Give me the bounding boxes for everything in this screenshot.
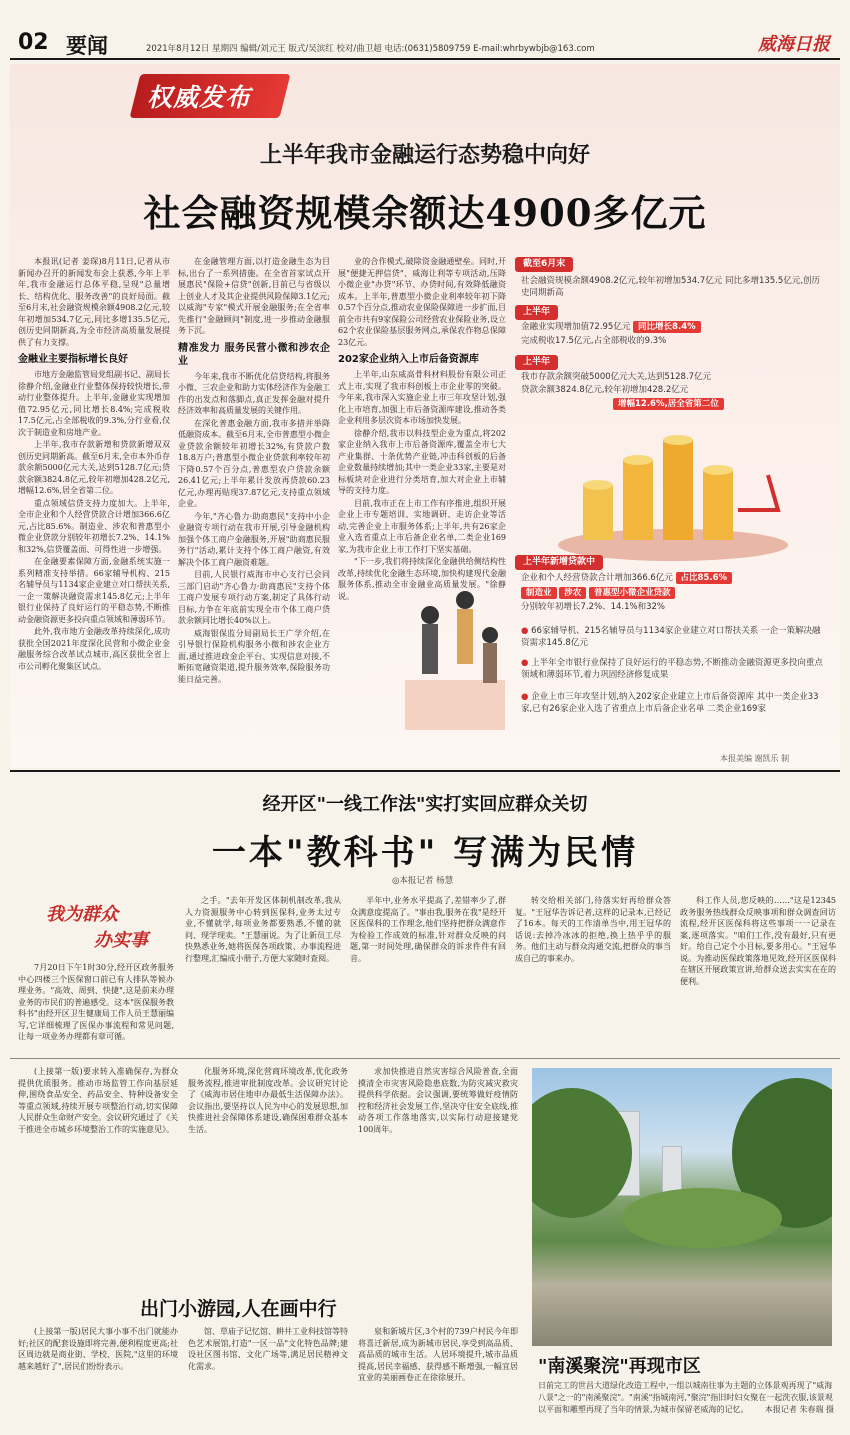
story1-subhead-2: 精准发力 服务民营小微和涉农企业: [178, 342, 330, 367]
story1-para: 目前,我市正在上市工作有序推进,组织开展企业上市专题培训、实地调研、走访企业等活动,完善企业上市服务体系;上半年,共有26家企业入选省重点上市后备企业名单,二类企业169家,为我市企业上市工作打下坚实基础。: [338, 498, 506, 554]
finance-infographic: [513, 255, 831, 767]
bullet-dot-icon: ●: [521, 692, 529, 702]
newspaper-logo: 威海日报: [758, 34, 830, 55]
story1-para: "下一步,我们将持续深化金融供给侧结构性改革,持续优化金融生态环境,加快构建现代金融服务体系,推动全市金融业高质量发展。"徐静说。: [338, 557, 506, 601]
story3-para: (上接第一版)居民大事小事不出门就能办好;社区的配套设施即将完善,便利程度更高;社区周边就是商业街、学校、医院,"这里的环境越来越好了",居民们纷纷表示。: [18, 1327, 178, 1371]
info-highlight: 占比85.6%: [676, 572, 733, 584]
info-text: 分别较年初增长7.2%、14.1%和32%: [521, 602, 665, 612]
section-divider: [10, 1058, 840, 1059]
story1-para: 重点领域信贷支持力度加大。上半年,全市企业和个人经营贷款合计增加366.6亿元,占比85.6%。制造业、涉农和普惠型小微企业贷款分别较年初增长7.2%、14.1%和32%,信贷覆盖面、可得性进一步增强。: [18, 498, 170, 554]
story2-column-4: [515, 895, 671, 1055]
park-photo: [532, 1068, 832, 1346]
story2-para: 科工作人员,您反映的……"这是12345政务服务热线群众反映事项和群众调查回访流程,经开区医保科将这些事项一一记录在案,逐项落实。"咱们工作,没有最好,只有更好。给自己定个小目标,要多用心。"王冠华说。为推动医保政策落地见效,经开区医保科在辖区开展政策宣讲,给群众送去实实在在的便利。: [680, 896, 836, 986]
photo-story-headline: "南溪聚浣"再现市区: [538, 1356, 701, 1377]
story1-lead: 本报讯(记者 姜琛)8月11日,记者从市新闻办召开的新闻发布会上获悉,今年上半年,我市金融运行总体平稳,呈现"总量增长、结构优化、服务改善"的良好局面。截至6月末,社会融资规模余额4908.2亿元,较年初增加534.7亿元,同比多增135.5亿元,创历史同期新高,为全市经济高质量发展提供了有力支撑。: [18, 257, 170, 347]
story3-column-3: [358, 1066, 518, 1286]
info-bullet: [521, 657, 826, 681]
story1-para: 在金融管理方面,以打造金融生态为目标,出台了一系列措施。在全省首家试点开展惠民"保险+信贷"创新,目前已与省级以上创业人才及其企业提供风险保障3.1亿元;以威海"专家"模式开展金融服务;在全省率先推行"金融顾问"制度,进一步推动金融服务下沉。: [178, 257, 330, 335]
info-text: [521, 587, 826, 599]
info-bullet-text: 66家辅导机、215名辅导员与1134家企业建立对口帮扶关系 一企一策解决融资需求145.8亿元: [521, 626, 821, 648]
info-heading: 上半年: [515, 305, 558, 320]
story2-column-5: [680, 895, 836, 1055]
story3-column-6: [358, 1326, 518, 1430]
story2-headline: 一本"教科书" 写满为民情: [211, 833, 639, 873]
info-heading: 上半年: [515, 355, 558, 370]
main-headline: 社会融资规模余额达4900多亿元: [143, 191, 707, 235]
story1-para: 市地方金融监管局党组副书记、副局长徐静介绍,金融业行业整体保持较快增长,带动行业整体提升。上半年,金融业实现增加值72.95亿元,同比增长8.4%;完成税收17.5亿元,占全部税收的9.3%,分行业看,仅次于制造业和房地产业。: [18, 370, 170, 437]
header-meta: 2021年8月12日 星期四 编辑/刘元王 版式/吴滨红 校对/曲卫超 电话:(0631)5809759 E-mail:whrbywbjb@163.com: [146, 44, 595, 54]
stamp-text: 我为群众: [46, 904, 118, 925]
authority-tag: 权威发布: [147, 83, 252, 112]
story1-para: 此外,我市地方金融改革持续深化,成功获批全国2021年度深化民营和小微企业金融服务综合改革试点城市,高区获批全省上市公司孵化聚集区试点。: [18, 627, 170, 671]
stamp-text: 办实事: [94, 930, 148, 951]
page-number: 02: [18, 30, 49, 55]
info-text: 社会融资规模余额4908.2亿元,较年初增加534.7亿元 同比多增135.5亿元,创历史同期新高: [521, 276, 821, 298]
info-text-part: 金融业实现增加值72.95亿元: [521, 322, 631, 332]
story2-para: 7月20日下午1时30分,经开区政务服务中心四楼三个医保窗口前已有人排队等候办理业务。"高效、周到、快捷",这是前来办理业务的市民们的普遍感受。这本"医保服务教科书"由经开区卫生健康局工作人员王慧丽编写,它详细梳理了医保办事流程和常见问题,让每一项业务办理都有章可循。: [18, 963, 174, 1041]
info-bullet: [521, 625, 826, 649]
info-text: [613, 398, 813, 410]
info-bullet-text: 上半年全市银行业保持了良好运行的平稳态势,不断推动金融资源更多投向重点领域和薄弱环节,着力巩固经济修复成果: [521, 658, 823, 680]
info-highlight: 制造业: [521, 587, 557, 599]
story1-column-1: [18, 256, 170, 751]
campaign-stamp: [36, 898, 171, 956]
info-highlight: 普惠型小微企业贷款: [589, 587, 676, 599]
info-highlight: 涉农: [559, 587, 586, 599]
story2-para: 之手。"去年开发区体制机制改革,我从人力资源服务中心转到医保科,业务太过专业,不懂就学,每项业务都要熟悉,不懂的就问、现学现卖。"王慧丽说。为了让新员工尽快熟悉业务,她将医保各项政策、办事流程进行整理,汇编成小册子,方便大家随时查阅。: [185, 896, 341, 963]
header-rule: [10, 58, 840, 60]
main-subheadline: 上半年我市金融运行态势稳中向好: [259, 143, 590, 168]
shrub-shape: [622, 1188, 782, 1248]
story3-para: (上接第一版)要求转入准确保存,为群众提供优质服务。推动市场监管工作向基层延伸,围绕食品安全、药品安全、特种设备安全等重点领域,持续开展专项整治行动,切实保障人民群众生命财产安全。会议研究通过了《关于推进全市城乡环境整治工作的实施意见》。: [18, 1067, 178, 1134]
section-title: 要闻: [66, 34, 108, 58]
story2-byline: ◎本报记者 杨慧: [392, 876, 454, 886]
infographic-credit: 本报美编 谢凯乐 制: [720, 754, 790, 763]
story1-para: 今年来,我市不断优化信贷结构,将服务小微、三农企业和助力实体经济作为金融工作的出发点和落脚点,真正发挥金融对提升经济效率和高质量发展的关键作用。: [178, 371, 330, 415]
story1-column-2: [178, 256, 330, 751]
story1-para: 威海银保监分局副局长王广学介绍,在引导银行保险机构服务小微和涉农企业方面,通过推进政金企平台、实现信息对接,不断拓宽融资渠道,提升服务效率,保险服务功能日益完善。: [178, 628, 330, 684]
story1-para: 上半年,我市存款新增和贷款新增双双创历史同期新高。截至6月末,全市本外币存款余额5000亿元大关,达到5128.7亿元;贷款余额3824.8亿元,较年初增加428.2亿元,增幅12.6%,居全省第二位。: [18, 440, 170, 495]
photo-credit: 本报记者 朱春瑞 摄: [764, 1405, 834, 1414]
info-bullet: [521, 691, 826, 715]
bullet-dot-icon: ●: [521, 658, 529, 668]
info-text: 完成税收17.5亿元,占全部税收的9.3%: [521, 336, 667, 346]
story3-para: 馆、草庙子记忆馆、耕井工业科技馆等特色艺术展馆,打造"一区一品"文化特色品牌;建设社区图书馆、文化广场等,满足居民精神文化需求。: [188, 1327, 348, 1371]
story2-column-3: [350, 895, 506, 1055]
story2-para: 半年中,业务水平提高了,差错率少了,群众满意度提高了。"事由我,服务在我"是经开区医保科的工作理念,他们坚持把群众满意作为检验工作成效的标准,针对群众反映的问题,第一时间处理,确保群众的诉求件件有回音。: [350, 896, 506, 963]
story3-para: 化服务环境,深化营商环境改革,优化政务服务流程,推进审批制度改革。会议研究讨论了《威海市居住地申办最低生活保障办法》。会议指出,要坚持以人民为中心的发展思想,加快推进社会保障体系建设,确保困难群众基本生活。: [188, 1067, 348, 1134]
story1-para: 业的合作模式,破除资金融通壁垒。同时,开展"便捷无押信贷"、威海让利等专项活动,压降小微企业"办贷"环节、办贷时间,有效降低融资成本。上半年,普惠型小微企业利率较年初下降0.57个百分点,推动农业保险保障进一步扩面,目前全市共有9家保险公司经营农业保险业务,设立62个农业保险基层服务网点,承保农作物总保障23亿元。: [338, 257, 506, 347]
info-bullet-text: 企业上市三年攻坚计划,纳入202家企业建立上市后备资源库 其中一类企业33家,已有26家企业入选了省重点上市后备企业名单 二类企业169家: [521, 692, 819, 714]
story1-para: 在金融要素保障方面,金融系统实施一系列精准支持举措。66家辅导机构、215名辅导员与1134家企业建立对口帮扶关系,一企一策解决融资需求145.8亿元;上半年银行业保持了良好运行的平稳态势,不断推动金融资源更多投向重点领域和薄弱环节。: [18, 557, 170, 624]
story2-column-1: [18, 962, 174, 1054]
photo-caption-text: 日前完工的世昌大道绿化改造工程中,一组以城南往事为主题的立体景观再现了"威海八景"之一的"南溪聚浣"。"南溪"指城南河,"聚浣"指旧时妇女聚在一起洗衣服,该景观以平面和雕塑再现了当年的情景,为城市保留老威海的记忆。: [538, 1381, 833, 1414]
business-people-illustration: [395, 560, 515, 740]
story1-para: 目前,人民银行威海市中心支行已会同三部门启动"齐心鲁力·助商惠民"支持个体工商户发展专项行动方案,制定了具体行动目标,力争在年底前实现全市个体工商户贷款余额同比增长40%以上。: [178, 570, 330, 625]
info-text: [521, 572, 826, 584]
story3-para: 泉和新城片区,3个村的739户村民今年即将喜迁新居,成为新城市居民,享受到高品质、高品质的城市生活。人居环境提升,城市品质提高,居民幸福感、获得感不断增强,一幅宜居宜业的美丽画卷正在徐徐展开。: [358, 1327, 518, 1382]
info-text: 我市存款余额突破5000亿元大关,达到5128.7亿元: [521, 372, 712, 382]
page-header: [0, 0, 850, 62]
story3-column-5: [188, 1326, 348, 1430]
story1-para: 上半年,山东威高骨科材料股份有限公司正式上市,实现了我市科创板上市企业零的突破。今年来,我市深入实施企业上市三年攻坚计划,强化上市培育,加强上市后备资源库建设,推动各类企业利用多层次资本市场加快发展。: [338, 370, 506, 425]
story1-para: 在深化普惠金融方面,我市多措并举降低融资成本。截至6月末,全市普惠型小微企业贷款余额较年初增长32%,有贷款户数18.8万户;普惠型小微企业贷款利率较年初下降0.57个百分点,普惠型农户贷款余额26.41亿元;上半年累计发放再贷款60.23亿元,办理再贴现37.87亿元,支持重点领域企业。: [178, 418, 330, 508]
info-text-part: 企业和个人经营贷款合计增加366.6亿元: [521, 573, 673, 583]
story3-column-1: [18, 1066, 178, 1286]
tree-shape: [532, 1088, 632, 1218]
info-highlight: 同比增长8.4%: [633, 321, 701, 333]
story3-column-2: [188, 1066, 348, 1286]
info-text: [521, 321, 826, 333]
story3-column-4: [18, 1326, 178, 1430]
info-heading: 截至6月末: [515, 257, 573, 272]
story3-para: 求加快推进自然灾害综合风险普查,全面摸清全市灾害风险隐患底数,为防灾减灾救灾提供科学依据。会议强调,要统筹做好疫情防控和经济社会发展工作,坚决守住安全底线,推动各项工作落地落实,以实际行动迎接建党100周年。: [358, 1067, 518, 1134]
story2-para: 转交给相关部门,待落实好再给群众答复。"王冠华告诉记者,这样的记录本,已经记了16本。每天的工作清单当中,用王冠华的话说:去掉冷冰冰的拒绝,换上热乎乎的服务。他们主动与群众沟通交流,把群众的事当成自己的事来办。: [515, 896, 671, 963]
info-text: 贷款余额3824.8亿元,较年初增加428.2亿元: [521, 385, 689, 395]
story2-subheadline: 经开区"一线工作法"实打实回应群众关切: [262, 794, 588, 815]
info-highlight: 增幅12.6%,居全省第二位: [613, 398, 724, 410]
story1-para: 今年,"齐心鲁力·助商惠民"支持中小企业融资专项行动在我市开展,引导金融机构加强个体工商户金融服务,开展"助商惠民服务行"活动,累计支持个体工商户融资,有效解决个体工商户融资难题。: [178, 511, 330, 567]
coins-illustration: [553, 415, 793, 565]
info-heading: 上半年新增贷款中: [515, 555, 603, 570]
story3-headline: 出门小游园,人在画中行: [140, 1298, 337, 1320]
story1-subhead-1: 金融业主要指标增长良好: [18, 354, 128, 365]
bullet-dot-icon: ●: [521, 626, 529, 636]
photo-caption: [538, 1380, 834, 1416]
story1-para: 徐静介绍,我市以科技型企业为重点,将202家企业纳入我市上市后备资源库,覆盖全市七大产业集群、十条优势产业链,冲击科创板的后备企业数量持续增加;其中一类企业33家,主要是对标板块对企业进行分类培育,加大对企业上市辅导的支持力度。: [338, 428, 506, 495]
section-divider: [10, 770, 840, 772]
story1-subhead-3: 202家企业纳入上市后备资源库: [338, 354, 479, 365]
story2-column-2: [185, 895, 341, 1055]
